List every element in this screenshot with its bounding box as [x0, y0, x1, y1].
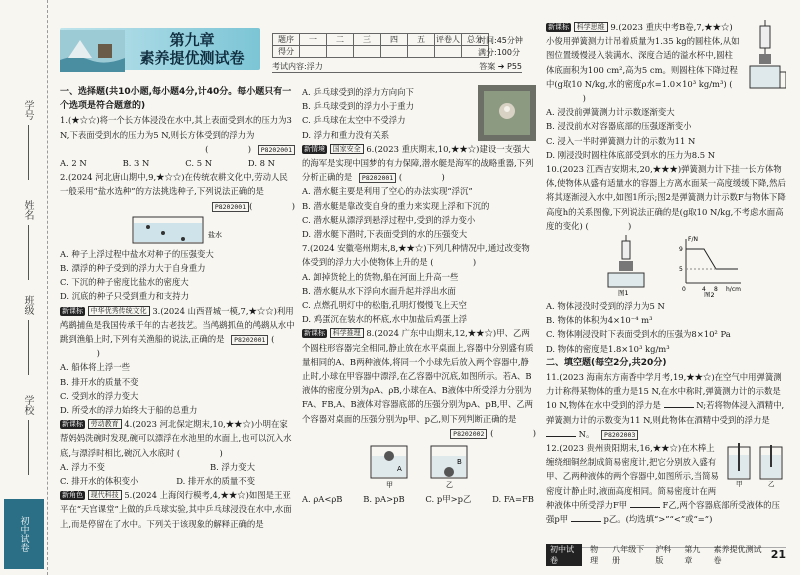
q10-tick-5: 5: [679, 266, 683, 274]
q8-label-yi: 乙: [446, 481, 453, 490]
q4-option-c[interactable]: C. 排开水的体积变小: [60, 476, 139, 487]
name-line: [28, 225, 29, 280]
q4-tag: 新课标: [62, 420, 83, 429]
q7-option-c[interactable]: C. 点燃孔明灯中的松脂,孔明灯慢慢飞上天空: [302, 300, 467, 311]
full-score: 满分:100分: [478, 48, 520, 57]
time-limit: 时间:45分钟: [478, 36, 523, 45]
q2-option-c[interactable]: C. 下沉的种子密度比盐水的密度大: [60, 277, 189, 288]
q1-option-d[interactable]: D. 8 N: [247, 158, 275, 169]
q5-space-photo: [478, 85, 536, 141]
score-cell[interactable]: [327, 46, 354, 58]
q12-text-3: p乙。(均选填“>”“<”或“=”): [603, 514, 713, 525]
q6-text: 6.(2023 重庆期末,10,★★☆)建设一支强大的海军是实现中国梦的有力保障,潜水艇是海军的战略重器,下列分析正确的是: [302, 143, 534, 183]
q10-option-d[interactable]: D. 物体的密度是1.8×10³ kg/m³: [546, 343, 670, 354]
footer-edition: 沪科版: [655, 544, 672, 565]
q9-spring-scale-figure: [744, 20, 786, 90]
q6-tag2: 国家安全: [330, 144, 364, 154]
q9-option-d[interactable]: D. 刚浸没时圆柱体底部受到水的压力为8.5 N: [546, 149, 716, 160]
school-label: 学校: [22, 395, 33, 415]
question-11: [546, 370, 786, 441]
q6-tag: 新情境: [304, 144, 325, 153]
q11-text-2: N;若将物体浸入酒精中,弹簧测力计的示数变为11 N,则此物体在酒精中受到的浮力是: [546, 400, 785, 425]
q4-tag2: 劳动教育: [88, 419, 122, 429]
q10-figures: [586, 235, 746, 297]
q8-option-b[interactable]: B. pA>pB: [363, 494, 405, 505]
time-info: [478, 35, 523, 59]
q1-option-a[interactable]: A. 2 N: [60, 158, 87, 169]
q11-code: P8202003: [601, 430, 638, 440]
school-line: [28, 420, 29, 475]
question-5: [60, 488, 295, 531]
q4-option-a[interactable]: A. 浮力不变: [60, 461, 105, 472]
q3-code: P8202001: [231, 335, 268, 345]
q5-option-d[interactable]: D. 浮力和重力没有关系: [302, 129, 390, 140]
q8-label-b: B: [457, 458, 462, 467]
q3-option-b[interactable]: B. 排开水的质量不变: [60, 376, 139, 387]
q10-option-c[interactable]: C. 物体刚浸没时下表面受到水的压强为8×10² Pa: [546, 329, 731, 340]
question-12: [546, 441, 786, 526]
q10-x-axis-label: h/cm: [726, 286, 741, 294]
q8-label-jia: 甲: [386, 481, 393, 490]
q5-option-c[interactable]: C. 乒乓球在太空中不受浮力: [302, 115, 406, 126]
q9-option-b[interactable]: B. 浸没前水对容器底部的压强逐渐变小: [546, 121, 692, 132]
q10-tick-0: 0: [682, 286, 686, 294]
answer-ref[interactable]: 答案 ➔ P55: [479, 61, 522, 71]
q4-text: 4.(2023 河北保定期末,10,★★☆)小明在家帮妈妈洗碗时发现,碗可以漂浮在水池里的水面上,也可以沉入水底,与漂浮时相比,碗沉入水底时: [60, 419, 292, 458]
q10-option-b[interactable]: B. 物体的体积为4×10⁻⁴ m³: [546, 315, 653, 326]
score-table: [272, 33, 489, 58]
q11-blank-2[interactable]: [546, 428, 576, 437]
footer-subject: 物理: [590, 544, 599, 565]
exam-scope: 考试内容:浮力: [272, 61, 323, 71]
score-cell: 评卷人: [436, 35, 460, 44]
header-illustration: [60, 30, 125, 72]
student-id-line: [28, 125, 29, 180]
q12-blank-2[interactable]: [571, 513, 601, 522]
test-title: 素养提优测试卷: [139, 49, 245, 67]
q8-tag2: 科学推理: [330, 328, 364, 338]
q7-option-a[interactable]: A. 卸掉货轮上的货物,船在河面上升高一些: [302, 271, 459, 282]
footer-test: 素养提优测试卷: [713, 544, 762, 565]
q11-text: 11.(2023 海南东方南香中学月考,19,★★☆)在空气中用弹簧测力计称得某物体的重力是15 N,在水中称时,弹簧测力计的示数是10 N,物体在水中受到的浮力是: [546, 372, 782, 411]
q2-option-d[interactable]: D. 沉底的种子只受到重力和支持力: [60, 291, 189, 302]
q10-fig2-label: 图2: [704, 291, 715, 298]
q11-blank-1[interactable]: [664, 399, 694, 408]
q3-tag2: 中华优秀传统文化: [88, 306, 150, 316]
q10-tick-9: 9: [679, 246, 683, 254]
page-footer: [546, 544, 786, 565]
q1-options: [60, 156, 295, 170]
score-table-header-row: [273, 34, 489, 46]
q8-label-a: A: [397, 465, 402, 474]
q8-text: 8.(2024 广东中山期末,12,★★☆)甲、乙两个圆柱形容器完全相同,静止放在水平桌面上,容器中分别盛有质量相同的A、B两种液体,将同一个小球先后放入两个容器中,静止时,小球在甲容器中漂浮,在乙容器中沉底,如图所示。若A、B液体的密度分别为ρA、ρB,小球在A、B液体中所受浮力分别为FA、FB,A、B液体对容器底部的压强分别为pA、pB,甲、乙两个容器对桌面的压强分别为p甲、p乙,则下列判断正确的是: [302, 328, 534, 424]
score-cell[interactable]: [300, 46, 327, 58]
question-4: 新课标 劳动教育 4.(2023 河北保定期末,10,★★☆)小明在家帮妈妈洗碗时发现,碗可以漂浮在水池里的水面上,也可以沉入水底,与漂浮时相比,碗沉入水底时 ( ) A. 浮力不变 B. 浮力变大 C. 排开水的体积变小 D. 排开水的质量不变: [60, 417, 295, 488]
q2-option-a[interactable]: A. 种子上浮过程中盐水对种子的压强变大: [60, 248, 214, 259]
q3-option-a[interactable]: A. 船体将上浮一些: [60, 362, 130, 373]
score-cell[interactable]: [354, 46, 381, 58]
q8-option-d[interactable]: D. FA=FB: [492, 494, 534, 505]
score-cell: 题序: [273, 34, 300, 46]
section1-heading: 一、选择题(共10小题,每小题4分,计40分。每小题只有一个选项是符合题意的): [60, 87, 292, 112]
q3-option-d[interactable]: D. 所受水的浮力始终大于船的总重力: [60, 405, 198, 416]
scope-bar: [272, 60, 522, 73]
q6-code: P8202001: [359, 173, 396, 183]
q12-densimeter-figure: [724, 441, 786, 487]
question-9: 新课标 科学思维 9.(2023 重庆中考B卷,7,★★☆)小俊用弹簧测力计吊着质量为1.35 kg的圆柱体,从如图位置缓慢浸入装满水、深度合适的溢水杯中,圆柱体底面积为100 cm²,高为5 cm。则圆柱体下降过程中(g取10 N/kg,水的密度ρ水=1.0×10³ kg/m³) ( ) A. 浸没前弹簧测力计示数逐渐变大 B. 浸没前水对容器底部的压强逐渐变小 C. 浸入一半时弹簧测力计的示数为11 N D. 刚浸没时圆柱体底部受到水的压力为8.5 N: [546, 20, 786, 162]
q2-text: 2.(2024 河北唐山期中,9,★☆☆)在传统农耕文化中,劳动人民一般采用“盐水选种”的方法挑选种子,下列说法正确的是: [60, 172, 288, 197]
score-table-score-row: [273, 46, 489, 58]
student-id-label: 学号: [22, 100, 33, 120]
q8-option-a[interactable]: A. ρA<ρB: [302, 494, 343, 505]
q10-option-a[interactable]: A. 物体浸没时受到的浮力为5 N: [546, 301, 665, 312]
score-cell: 总分: [462, 34, 489, 46]
chapter-title: [132, 31, 252, 67]
q2-code: P8202001: [212, 202, 249, 212]
q10-y-axis-label: F/N: [688, 236, 698, 244]
question-1: 1.(★☆☆)将一个长方体浸没在水中,其上表面受到水的压力为3 N,下表面受到水的压力为5 N,则长方体受到的浮力为 ( ) P8202001 A. 2 N B. 3 N C. 5 N D. 8 N: [60, 113, 295, 170]
q12-label-yi: 乙: [768, 480, 775, 488]
score-cell: 二: [327, 34, 354, 46]
brand-logo: 初中试卷: [4, 499, 44, 569]
q2-fig-label: 盐水: [207, 230, 222, 239]
q9-option-c[interactable]: C. 浸入一半时弹簧测力计的示数为11 N: [546, 135, 696, 146]
chapter-number: 第九章: [169, 31, 215, 49]
q3-text: 3.(2024 山西晋城一模,7,★☆☆)利用鸬鹚捕鱼是我国传承千年的古老技艺。当鸬鹚抓鱼的鸬鹚从水中跳到渔船上时,下列有关渔船的说法,正确的是: [60, 305, 295, 345]
binding-strip: [0, 0, 48, 575]
question-10: 10.(2023 江西吉安期末,20,★★★)弹簧测力计下挂一长方体物体,使物体从盛有适量水的容器上方离水面某一高度缓缓下降,然后将其逐渐浸入水中,如图1所示;图2是弹簧测力计示数F与物体下降高度h的关系图像,下列说法正确的是(g取10 N/kg,不考虑水面高度的变化) ( ) 图1 F/N h/cm 9 5 0 4 8 图2 A. 物体浸没时受到的浮力为5 N B. 物体的体积为4×10⁻⁴ m³ C. 物体刚浸没时下表面受到水的压强为8×10² Pa D. 物体的密度是1.8×10³ kg/m³: [546, 162, 786, 356]
q8-code: P8202002: [450, 429, 487, 439]
q8-option-c[interactable]: C. p甲>p乙: [425, 494, 472, 505]
q8-tag: 新课标: [304, 329, 325, 338]
class-line: [28, 320, 29, 375]
q6-option-b[interactable]: B. 潜水艇是靠改变自身的重力来实现上浮和下沉的: [302, 200, 490, 211]
q12-text: 12.(2023 贵州贵阳期末,16,★★☆)在木棒上缠绕细铜丝制成简易密度计,把它分别放入盛有甲、乙两种液体的两个容器中,如图所示,当简易密度计静止时,液面高度相同。简易密度计在两种液体中所受浮力F甲: [546, 443, 719, 510]
q5-option-a[interactable]: A. 乒乓球受到的浮力方向向下: [302, 87, 414, 97]
question-2: 2.(2024 河北唐山期中,9,★☆☆)在传统农耕文化中,劳动人民一般采用“盐水选种”的方法挑选种子,下列说法正确的是 P8202001 ( ) 盐水 A. 种子上浮过程中盐水对种子的压强变大 B. 漂浮的种子受到的浮力大于自身重力 C. 下沉的种子密度比盐水的密度大 D. 沉底的种子只受到重力和支持力: [60, 170, 295, 303]
q10-text: 10.(2023 江西吉安期末,20,★★★)弹簧测力计下挂一长方体物体,使物体从盛有适量水的容器上方离水面某一高度缓缓下降,然后将其逐渐浸入水中,如图1所示;图2是弹簧测力计示数F与物体下降高度h的关系图像,下列说法正确的是(g取10 N/kg,不考虑水面高度的变化): [546, 164, 786, 231]
score-cell: 一: [300, 34, 327, 46]
q5-option-b[interactable]: B. 乒乓球受到的浮力小于重力: [302, 101, 414, 112]
question-6: 新情境 国家安全 6.(2023 重庆期末,10,★★☆)建设一支强大的海军是实现中国梦的有力保障,潜水艇是海军的战略重器,下列分析正确的是 P8202001 ( ) A. 潜水艇主要是利用了空心的办法实现“浮沉” B. 潜水艇是靠改变自身的重力来实现上浮和下沉的 C. 潜水艇从漂浮到悬浮过程中,受到的浮力变小 D. 潜水艇下潜时,下表面受到的水的压强变大: [302, 142, 536, 241]
q4-option-d[interactable]: D. 排开水的质量不变: [176, 476, 255, 487]
q2-salt-water-figure: [123, 215, 233, 245]
q12-blank-1[interactable]: [630, 499, 660, 508]
q6-option-a[interactable]: A. 潜水艇主要是利用了空心的办法实现“浮沉”: [302, 186, 473, 197]
score-cell[interactable]: [381, 46, 408, 58]
q1-code: P8202001: [258, 145, 295, 155]
q1-option-b[interactable]: B. 3 N: [122, 158, 150, 169]
column-2: [302, 85, 536, 506]
q12-label-jia: 甲: [736, 480, 743, 488]
q1-option-c[interactable]: C. 5 N: [185, 158, 213, 169]
q1-text: 1.(★☆☆)将一个长方体浸没在水中,其上表面受到水的压力为3 N,下表面受到水的压力为5 N,则长方体受到的浮力为: [60, 115, 292, 140]
q4-option-b[interactable]: B. 浮力变大: [210, 461, 255, 472]
footer-series: 初中试卷: [546, 544, 582, 566]
q5-tag: 新角色: [62, 491, 83, 500]
footer-grade: 八年级下册: [612, 544, 645, 565]
q6-option-c[interactable]: C. 潜水艇从漂浮到悬浮过程中,受到的浮力变小: [302, 214, 476, 225]
q5-tag2: 现代科技: [88, 490, 122, 500]
page-number: 21: [770, 548, 786, 561]
q12-text-2: F乙,两个容器底部所受液体的压强p甲: [546, 499, 780, 525]
q7-option-d[interactable]: D. 鸡蛋沉在装水的杯底,水中加盐后鸡蛋上浮: [302, 314, 468, 325]
class-label: 班级: [22, 295, 33, 315]
question-8: 新课标 科学推理 8.(2024 广东中山期末,12,★★☆)甲、乙两个圆柱形容器完全相同,静止放在水平桌面上,容器中分别盛有质量相同的A、B两种液体,将同一个小球先后放入两个容器中,静止时,小球在甲容器中漂浮,在乙容器中沉底,如图所示。若A、B液体的密度分别为ρA、ρB,小球在A、B液体中所受浮力分别为FA、FB,A、B液体对容器底部的压强分别为pA、pB,甲、乙两个容器对桌面的压强分别为p甲、p乙,则下列判断正确的是 P8202002 ( ) A B 甲 乙 A. ρA<ρB B. pA>pB C. p甲>p乙 D. FA=FB: [302, 326, 536, 506]
q10-fig1-label: 图1: [618, 289, 629, 298]
section2-heading: 二、填空题(每空2分,共20分): [546, 357, 667, 368]
question-3: 新课标 中华优秀传统文化 3.(2024 山西晋城一模,7,★☆☆)利用鸬鹚捕鱼是我国传承千年的古老技艺。当鸬鹚抓鱼的鸬鹚从水中跳到渔船上时,下列有关渔船的说法,正确的是 P8202001 ( ) A. 船体将上浮一些 B. 排开水的质量不变 C. 受到水的浮力变大 D. 所受水的浮力始终大于船的总重力: [60, 304, 295, 418]
footer-chapter: 第九章: [684, 544, 701, 565]
score-cell: 五: [408, 34, 435, 46]
column-3: [546, 20, 786, 526]
q5-text: 5.(2024 上海闵行模考,4,★★☆)如图是王亚平在“天宫课堂”上做的乒乓球实验,其中乒乓球浸没在水中,水面上,而是停留在了水中。下列关于该现象的解释正确的是: [60, 490, 292, 529]
score-cell[interactable]: [435, 46, 462, 58]
question-7: 7.(2024 安徽亳州期末,8,★★☆)下列几种情况中,通过改变物体受到的浮力大小使物体上升的是 ( ) A. 卸掉货轮上的货物,船在河面上升高一些 B. 潜水艇从水下浮向水面升起并浮出水面 C. 点燃孔明灯中的松脂,孔明灯慢慢飞上天空 D. 鸡蛋沉在装水的杯底,水中加盐后鸡蛋上浮: [302, 241, 536, 326]
q8-containers-figure: [349, 442, 489, 490]
q9-tag2: 科学思维: [574, 22, 608, 32]
score-cell: 四: [381, 34, 408, 46]
q2-option-b[interactable]: B. 漂浮的种子受到的浮力大于自身重力: [60, 263, 206, 274]
q6-option-d[interactable]: D. 潜水艇下潜时,下表面受到的水的压强变大: [302, 229, 468, 240]
q3-option-c[interactable]: C. 受到水的浮力变大: [60, 390, 139, 401]
q3-tag: 新课标: [62, 306, 83, 315]
score-cell: 三: [354, 34, 381, 46]
q11-text-3: N。: [578, 428, 595, 439]
q9-tag: 新课标: [548, 23, 569, 31]
q9-option-a[interactable]: A. 浸没前弹簧测力计示数逐渐变大: [546, 107, 675, 118]
name-label: 姓名: [22, 200, 33, 220]
score-cell: 得分: [273, 46, 300, 58]
score-cell[interactable]: [408, 46, 435, 58]
column-1: [60, 85, 295, 531]
q7-option-b[interactable]: B. 潜水艇从水下浮向水面升起并浮出水面: [302, 285, 456, 296]
q10-tick-8: 8: [714, 286, 718, 294]
q9-text: 9.(2023 重庆中考B卷,7,★★☆)小俊用弹簧测力计吊着质量为1.35 kg的圆柱体,从如图位置缓慢浸入装满水、深度合适的溢水杯中,圆柱体底面积为100 cm²,高为5 cm。则圆柱体下降过程中(g取10 N/kg,水的密度ρ水=1.0×10³ kg/m³): [546, 22, 740, 89]
q10-tick-4: 4: [702, 286, 706, 294]
q7-text: 7.(2024 安徽亳州期末,8,★★☆)下列几种情况中,通过改变物体受到的浮力大小使物体上升的是: [302, 243, 530, 268]
